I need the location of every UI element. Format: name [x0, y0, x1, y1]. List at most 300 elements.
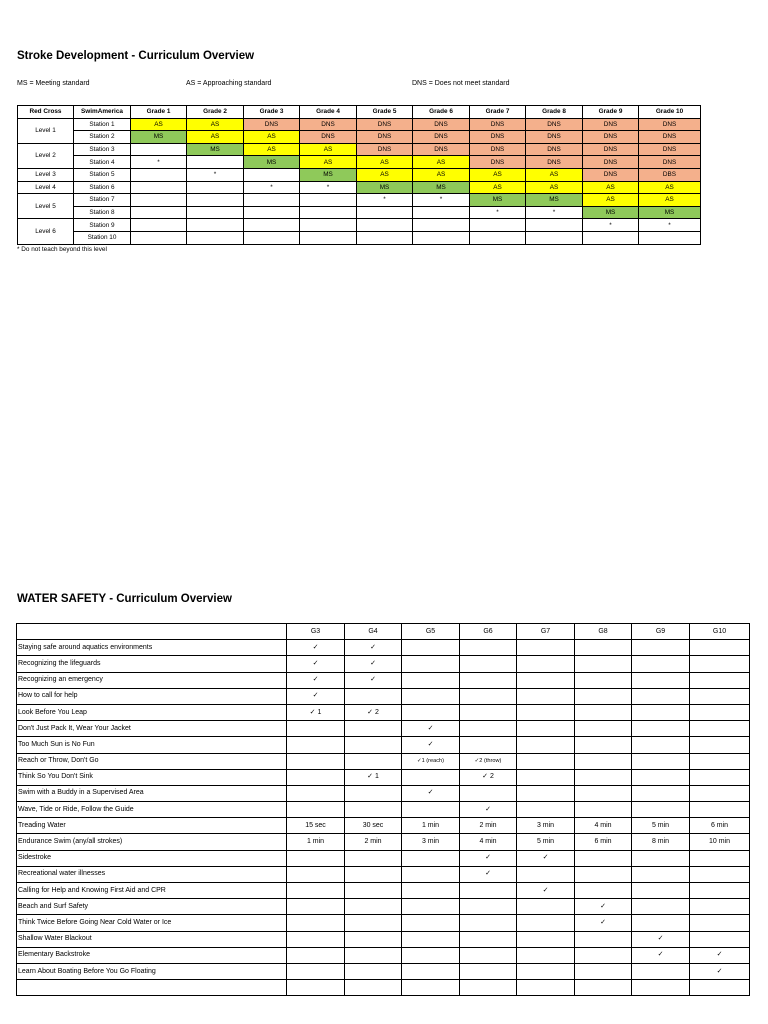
- skill-cell: How to call for help: [17, 688, 287, 704]
- grade-check-cell: [575, 688, 632, 704]
- level-cell: Level 2: [18, 143, 74, 168]
- water-row: [17, 721, 750, 737]
- grade-status-cell: DNS: [583, 143, 639, 156]
- grade-check-cell: [632, 883, 690, 899]
- grade-check-cell: ✓: [632, 931, 690, 947]
- station-cell: Station 6: [74, 181, 131, 194]
- grade-status-cell: [187, 194, 244, 207]
- grade-status-cell: [131, 181, 187, 194]
- stroke-header-cell: Grade 2: [187, 106, 244, 119]
- skill-cell: Think So You Don't Sink: [17, 769, 287, 785]
- station-cell: Station 10: [74, 231, 131, 244]
- grade-check-cell: [287, 866, 345, 882]
- grade-check-cell: [345, 915, 402, 931]
- station-cell: Station 5: [74, 168, 131, 181]
- grade-check-cell: [345, 785, 402, 801]
- grade-check-cell: 2 min: [460, 818, 517, 834]
- grade-check-cell: [345, 688, 402, 704]
- stroke-development-table: [17, 105, 701, 245]
- grade-check-cell: [287, 802, 345, 818]
- grade-status-cell: [131, 194, 187, 207]
- grade-status-cell: DNS: [639, 143, 701, 156]
- grade-status-cell: [300, 194, 357, 207]
- grade-status-cell: DNS: [526, 131, 583, 144]
- water-header-cell: G10: [690, 624, 750, 640]
- grade-check-cell: [690, 850, 750, 866]
- grade-check-cell: [517, 899, 575, 915]
- grade-check-cell: ✓: [460, 866, 517, 882]
- stroke-header-cell: Grade 6: [413, 106, 470, 119]
- stroke-footnote: * Do not teach beyond this level: [17, 246, 107, 253]
- grade-check-cell: [517, 737, 575, 753]
- water-safety-table: [16, 623, 750, 996]
- station-cell: Station 2: [74, 131, 131, 144]
- grade-status-cell: AS: [470, 181, 526, 194]
- grade-check-cell: [632, 704, 690, 720]
- grade-status-cell: DNS: [639, 118, 701, 131]
- grade-check-cell: 4 min: [460, 834, 517, 850]
- grade-check-cell: [632, 688, 690, 704]
- grade-status-cell: [131, 231, 187, 244]
- grade-status-cell: AS: [413, 168, 470, 181]
- grade-check-cell: [517, 915, 575, 931]
- grade-check-cell: [402, 883, 460, 899]
- water-header-cell: G5: [402, 624, 460, 640]
- legend-dns: DNS = Does not meet standard: [412, 80, 510, 87]
- grade-check-cell: [402, 899, 460, 915]
- grade-status-cell: *: [583, 219, 639, 232]
- water-header-cell: G6: [460, 624, 517, 640]
- grade-status-cell: [244, 168, 300, 181]
- skill-cell: Swim with a Buddy in a Supervised Area: [17, 785, 287, 801]
- skill-cell: Learn About Boating Before You Go Floating: [17, 963, 287, 979]
- grade-check-cell: [517, 866, 575, 882]
- grade-check-cell: [575, 931, 632, 947]
- water-row: [17, 980, 750, 996]
- stroke-header-cell: Grade 3: [244, 106, 300, 119]
- grade-check-cell: [690, 769, 750, 785]
- grade-status-cell: [357, 206, 413, 219]
- grade-check-cell: [575, 640, 632, 656]
- grade-check-cell: [632, 850, 690, 866]
- grade-check-cell: ✓: [690, 963, 750, 979]
- grade-status-cell: MS: [639, 206, 701, 219]
- skill-cell: Calling for Help and Knowing First Aid and CPR: [17, 883, 287, 899]
- skill-cell: [17, 980, 287, 996]
- grade-check-cell: [632, 866, 690, 882]
- grade-check-cell: [575, 785, 632, 801]
- grade-check-cell: [632, 802, 690, 818]
- grade-check-cell: [345, 899, 402, 915]
- grade-check-cell: [287, 883, 345, 899]
- water-header-cell: G4: [345, 624, 402, 640]
- grade-check-cell: ✓: [460, 850, 517, 866]
- stroke-row: [18, 231, 701, 244]
- skill-cell: Sidestroke: [17, 850, 287, 866]
- water-row: [17, 963, 750, 979]
- water-safety-header-row: [17, 624, 750, 640]
- station-cell: Station 3: [74, 143, 131, 156]
- grade-check-cell: [402, 656, 460, 672]
- grade-status-cell: AS: [470, 168, 526, 181]
- grade-status-cell: DNS: [244, 118, 300, 131]
- water-header-cell: G8: [575, 624, 632, 640]
- water-row: [17, 753, 750, 769]
- grade-status-cell: [131, 168, 187, 181]
- grade-status-cell: *: [526, 206, 583, 219]
- station-cell: Station 7: [74, 194, 131, 207]
- grade-status-cell: AS: [244, 143, 300, 156]
- grade-check-cell: [402, 640, 460, 656]
- grade-check-cell: [632, 737, 690, 753]
- grade-check-cell: [460, 899, 517, 915]
- grade-status-cell: DNS: [639, 156, 701, 169]
- station-cell: Station 8: [74, 206, 131, 219]
- grade-check-cell: [345, 947, 402, 963]
- grade-check-cell: 6 min: [575, 834, 632, 850]
- grade-check-cell: [690, 785, 750, 801]
- grade-status-cell: MS: [583, 206, 639, 219]
- water-row: [17, 656, 750, 672]
- grade-check-cell: [345, 802, 402, 818]
- stroke-row: [18, 156, 701, 169]
- grade-check-cell: [632, 899, 690, 915]
- water-header-cell: G9: [632, 624, 690, 640]
- grade-status-cell: *: [187, 168, 244, 181]
- grade-status-cell: MS: [244, 156, 300, 169]
- grade-check-cell: [690, 672, 750, 688]
- grade-check-cell: ✓: [402, 721, 460, 737]
- grade-status-cell: [187, 219, 244, 232]
- grade-check-cell: [632, 785, 690, 801]
- grade-status-cell: [244, 194, 300, 207]
- grade-check-cell: [575, 866, 632, 882]
- grade-status-cell: DNS: [300, 118, 357, 131]
- water-row: [17, 915, 750, 931]
- grade-check-cell: ✓: [517, 850, 575, 866]
- grade-check-cell: [632, 915, 690, 931]
- stroke-row: [18, 206, 701, 219]
- grade-status-cell: DNS: [413, 118, 470, 131]
- grade-status-cell: DNS: [526, 118, 583, 131]
- grade-check-cell: [517, 688, 575, 704]
- water-row: [17, 737, 750, 753]
- grade-check-cell: [460, 947, 517, 963]
- grade-check-cell: ✓: [287, 640, 345, 656]
- grade-status-cell: AS: [300, 143, 357, 156]
- grade-check-cell: [632, 656, 690, 672]
- grade-check-cell: [345, 721, 402, 737]
- grade-check-cell: ✓1 (reach): [402, 753, 460, 769]
- grade-check-cell: [575, 737, 632, 753]
- grade-status-cell: AS: [639, 194, 701, 207]
- grade-status-cell: *: [357, 194, 413, 207]
- grade-check-cell: ✓: [287, 672, 345, 688]
- grade-status-cell: MS: [357, 181, 413, 194]
- water-row: [17, 834, 750, 850]
- grade-check-cell: [575, 963, 632, 979]
- grade-check-cell: [517, 931, 575, 947]
- stroke-row: [18, 219, 701, 232]
- stroke-row: [18, 194, 701, 207]
- grade-check-cell: [287, 753, 345, 769]
- grade-check-cell: [402, 688, 460, 704]
- grade-check-cell: [517, 640, 575, 656]
- grade-status-cell: [131, 143, 187, 156]
- grade-status-cell: [187, 181, 244, 194]
- grade-check-cell: [575, 980, 632, 996]
- grade-check-cell: [690, 688, 750, 704]
- grade-check-cell: [460, 721, 517, 737]
- grade-check-cell: 10 min: [690, 834, 750, 850]
- grade-status-cell: AS: [187, 118, 244, 131]
- grade-check-cell: [402, 850, 460, 866]
- grade-status-cell: AS: [187, 131, 244, 144]
- grade-check-cell: [287, 737, 345, 753]
- grade-check-cell: ✓: [402, 737, 460, 753]
- grade-status-cell: [244, 219, 300, 232]
- grade-check-cell: [575, 656, 632, 672]
- grade-check-cell: [460, 704, 517, 720]
- grade-check-cell: [402, 931, 460, 947]
- skill-cell: Elementary Backstroke: [17, 947, 287, 963]
- grade-status-cell: AS: [526, 168, 583, 181]
- grade-check-cell: [632, 769, 690, 785]
- grade-check-cell: [690, 866, 750, 882]
- level-cell: Level 4: [18, 181, 74, 194]
- stroke-header-cell: Grade 8: [526, 106, 583, 119]
- water-row: [17, 688, 750, 704]
- water-row: [17, 818, 750, 834]
- grade-check-cell: [287, 769, 345, 785]
- grade-status-cell: DNS: [526, 143, 583, 156]
- grade-check-cell: [517, 785, 575, 801]
- grade-check-cell: [402, 769, 460, 785]
- grade-check-cell: [460, 915, 517, 931]
- grade-status-cell: *: [131, 156, 187, 169]
- grade-check-cell: [402, 915, 460, 931]
- grade-check-cell: [575, 753, 632, 769]
- stroke-row: [18, 168, 701, 181]
- grade-status-cell: AS: [413, 156, 470, 169]
- stroke-row: [18, 181, 701, 194]
- water-header-cell: [17, 624, 287, 640]
- grade-status-cell: *: [413, 194, 470, 207]
- grade-check-cell: 30 sec: [345, 818, 402, 834]
- grade-status-cell: DNS: [470, 143, 526, 156]
- water-row: [17, 850, 750, 866]
- skill-cell: Endurance Swim (any/all strokes): [17, 834, 287, 850]
- grade-check-cell: ✓: [575, 915, 632, 931]
- grade-check-cell: [345, 753, 402, 769]
- grade-check-cell: [632, 640, 690, 656]
- grade-status-cell: DNS: [413, 131, 470, 144]
- station-cell: Station 9: [74, 219, 131, 232]
- grade-check-cell: [402, 947, 460, 963]
- grade-status-cell: AS: [583, 181, 639, 194]
- grade-check-cell: [345, 737, 402, 753]
- water-row: [17, 769, 750, 785]
- grade-check-cell: [287, 980, 345, 996]
- grade-status-cell: [244, 206, 300, 219]
- grade-check-cell: [402, 866, 460, 882]
- skill-cell: Don't Just Pack It, Wear Your Jacket: [17, 721, 287, 737]
- grade-check-cell: [460, 785, 517, 801]
- grade-check-cell: [517, 963, 575, 979]
- grade-status-cell: [413, 206, 470, 219]
- grade-check-cell: [690, 737, 750, 753]
- grade-check-cell: 3 min: [517, 818, 575, 834]
- grade-check-cell: [575, 850, 632, 866]
- skill-cell: Recreational water illnesses: [17, 866, 287, 882]
- stroke-header-row: [18, 106, 701, 119]
- skill-cell: Recognizing the lifeguards: [17, 656, 287, 672]
- level-cell: Level 3: [18, 168, 74, 181]
- grade-check-cell: [690, 899, 750, 915]
- grade-check-cell: ✓ 1: [345, 769, 402, 785]
- grade-check-cell: [690, 704, 750, 720]
- stroke-header-cell: Grade 4: [300, 106, 357, 119]
- grade-status-cell: DNS: [413, 143, 470, 156]
- skill-cell: Treading Water: [17, 818, 287, 834]
- skill-cell: Shallow Water Blackout: [17, 931, 287, 947]
- grade-check-cell: [517, 753, 575, 769]
- grade-status-cell: [526, 219, 583, 232]
- stroke-header-cell: Grade 9: [583, 106, 639, 119]
- stroke-header-cell: Grade 5: [357, 106, 413, 119]
- water-row: [17, 785, 750, 801]
- grade-check-cell: [632, 672, 690, 688]
- grade-status-cell: DNS: [357, 118, 413, 131]
- grade-status-cell: [300, 206, 357, 219]
- grade-check-cell: ✓2 (throw): [460, 753, 517, 769]
- grade-check-cell: [345, 883, 402, 899]
- stroke-header-cell: Red Cross: [18, 106, 74, 119]
- grade-status-cell: DNS: [583, 168, 639, 181]
- grade-status-cell: DNS: [470, 118, 526, 131]
- grade-status-cell: MS: [470, 194, 526, 207]
- grade-check-cell: [460, 656, 517, 672]
- grade-check-cell: [575, 802, 632, 818]
- grade-check-cell: [287, 850, 345, 866]
- grade-status-cell: AS: [639, 181, 701, 194]
- grade-status-cell: DBS: [639, 168, 701, 181]
- grade-status-cell: [357, 231, 413, 244]
- grade-check-cell: [460, 688, 517, 704]
- grade-status-cell: AS: [131, 118, 187, 131]
- grade-check-cell: 5 min: [517, 834, 575, 850]
- grade-status-cell: AS: [583, 194, 639, 207]
- grade-check-cell: ✓: [402, 785, 460, 801]
- grade-status-cell: DNS: [639, 131, 701, 144]
- grade-status-cell: MS: [413, 181, 470, 194]
- grade-check-cell: [517, 769, 575, 785]
- stroke-row: [18, 143, 701, 156]
- grade-status-cell: DNS: [357, 131, 413, 144]
- grade-status-cell: *: [244, 181, 300, 194]
- grade-check-cell: ✓: [345, 640, 402, 656]
- grade-status-cell: DNS: [470, 156, 526, 169]
- grade-check-cell: [690, 883, 750, 899]
- skill-cell: Look Before You Leap: [17, 704, 287, 720]
- grade-check-cell: [287, 915, 345, 931]
- skill-cell: Too Much Sun is No Fun: [17, 737, 287, 753]
- skill-cell: Wave, Tide or Ride, Follow the Guide: [17, 802, 287, 818]
- grade-check-cell: 6 min: [690, 818, 750, 834]
- skill-cell: Recognizing an emergency: [17, 672, 287, 688]
- stroke-title: Stroke Development - Curriculum Overview: [17, 50, 255, 62]
- water-row: [17, 802, 750, 818]
- grade-status-cell: AS: [526, 181, 583, 194]
- grade-status-cell: AS: [357, 168, 413, 181]
- station-cell: Station 1: [74, 118, 131, 131]
- grade-check-cell: ✓: [460, 802, 517, 818]
- grade-check-cell: [690, 721, 750, 737]
- grade-status-cell: [300, 231, 357, 244]
- grade-check-cell: [402, 980, 460, 996]
- stroke-header-cell: Grade 1: [131, 106, 187, 119]
- grade-check-cell: [690, 640, 750, 656]
- grade-check-cell: [690, 753, 750, 769]
- grade-check-cell: [517, 802, 575, 818]
- grade-status-cell: [131, 219, 187, 232]
- grade-check-cell: [632, 721, 690, 737]
- grade-check-cell: [345, 866, 402, 882]
- grade-status-cell: [413, 231, 470, 244]
- grade-check-cell: 2 min: [345, 834, 402, 850]
- stroke-row: [18, 118, 701, 131]
- grade-check-cell: [575, 672, 632, 688]
- grade-check-cell: ✓ 2: [460, 769, 517, 785]
- grade-check-cell: 8 min: [632, 834, 690, 850]
- stroke-row: [18, 131, 701, 144]
- grade-status-cell: MS: [187, 143, 244, 156]
- grade-status-cell: DNS: [526, 156, 583, 169]
- grade-status-cell: DNS: [583, 118, 639, 131]
- grade-check-cell: ✓: [287, 688, 345, 704]
- water-safety-title: WATER SAFETY - Curriculum Overview: [17, 593, 232, 605]
- grade-status-cell: [131, 206, 187, 219]
- grade-check-cell: [632, 753, 690, 769]
- grade-check-cell: [690, 802, 750, 818]
- grade-status-cell: [300, 219, 357, 232]
- skill-cell: Staying safe around aquatics environments: [17, 640, 287, 656]
- grade-check-cell: [690, 931, 750, 947]
- grade-check-cell: [460, 980, 517, 996]
- grade-check-cell: [402, 704, 460, 720]
- grade-status-cell: MS: [526, 194, 583, 207]
- skill-cell: Beach and Surf Safety: [17, 899, 287, 915]
- station-cell: Station 4: [74, 156, 131, 169]
- grade-check-cell: 1 min: [287, 834, 345, 850]
- grade-status-cell: MS: [300, 168, 357, 181]
- grade-status-cell: *: [470, 206, 526, 219]
- grade-status-cell: [187, 231, 244, 244]
- grade-check-cell: [575, 883, 632, 899]
- grade-check-cell: [402, 802, 460, 818]
- grade-status-cell: AS: [244, 131, 300, 144]
- level-cell: Level 1: [18, 118, 74, 143]
- grade-check-cell: ✓ 1: [287, 704, 345, 720]
- grade-check-cell: ✓: [345, 656, 402, 672]
- stroke-header-cell: Grade 7: [470, 106, 526, 119]
- grade-status-cell: AS: [300, 156, 357, 169]
- grade-check-cell: [345, 963, 402, 979]
- grade-status-cell: DNS: [300, 131, 357, 144]
- grade-check-cell: [517, 704, 575, 720]
- grade-status-cell: [244, 231, 300, 244]
- grade-status-cell: [526, 231, 583, 244]
